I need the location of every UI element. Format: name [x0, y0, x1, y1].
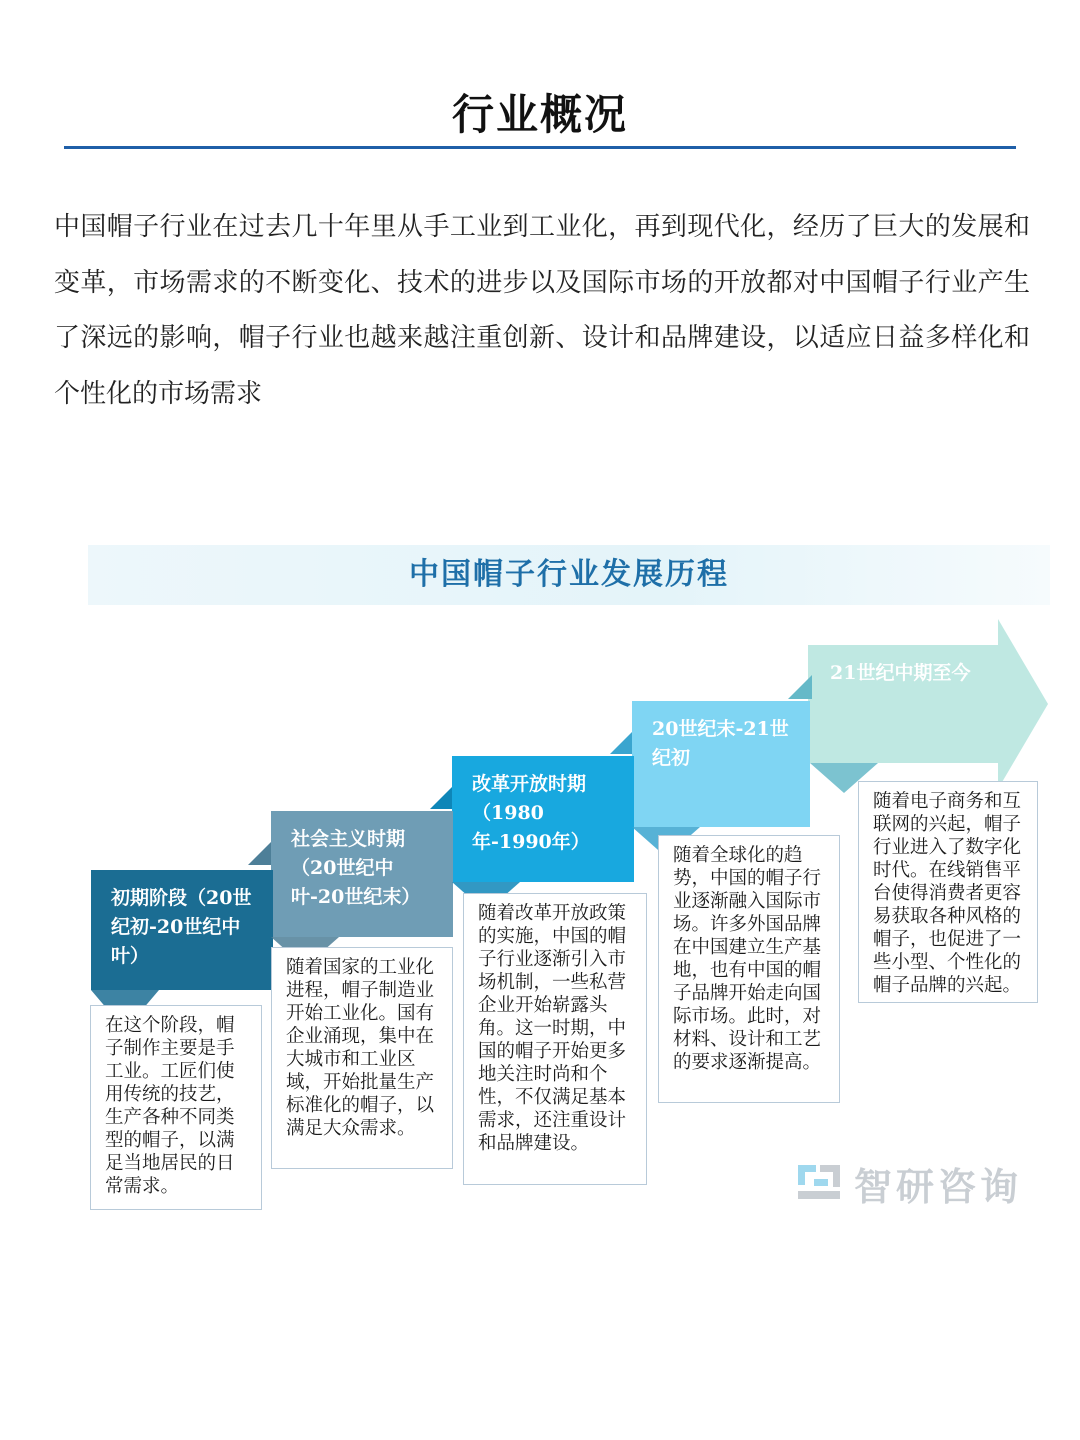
stage-4-description: 随着全球化的趋势，中国的帽子行业逐渐融入国际市场。许多外国品牌在中国建立生产基地，也有中国的帽子品牌开始走向国际市场。此时，对材料、设计和工艺的要求逐渐提高。	[658, 835, 840, 1103]
stage-3-header	[452, 756, 634, 882]
zhiyan-logo-icon	[796, 1161, 842, 1205]
title-divider	[64, 146, 1016, 149]
stage-3-fold	[430, 785, 454, 809]
stage-3-title: 改革开放时期（1980年-1990年）	[472, 773, 590, 853]
stage-5-title: 21世纪中期至今	[830, 662, 971, 684]
stage-3-description: 随着改革开放政策的实施，中国的帽子行业逐渐引入市场机制，一些私营企业开始崭露头角。这一时期，中国的帽子开始更多地关注时尚和个性，不仅满足基本需求，还注重设计和品牌建设。	[463, 893, 647, 1185]
stage-1-title: 初期阶段（20世纪初-20世纪中叶）	[111, 887, 252, 967]
watermark-text: 智研咨询	[854, 1164, 1023, 1209]
development-timeline-diagram	[88, 545, 1052, 1210]
stage-5-fold	[788, 675, 812, 699]
stage-2-description: 随着国家的工业化进程，帽子制造业开始工业化。国有企业涌现，集中在大城市和工业区域，开始批量生产标准化的帽子，以满足大众需求。	[271, 947, 453, 1169]
stage-1-header	[91, 870, 273, 990]
stage-5-header	[810, 645, 998, 763]
stage-2-header	[271, 811, 453, 937]
stage-2-fold	[248, 841, 272, 865]
intro-paragraph: 中国帽子行业在过去几十年里从手工业到工业化，再到现代化，经历了巨大的发展和变革，市场需求的不断变化、技术的进步以及国际市场的开放都对中国帽子行业产生了深远的影响，帽子行业也越来越注重创新、设计和品牌建设，以适应日益多样化和个性化的市场需求	[54, 212, 1030, 409]
watermark	[796, 1158, 1022, 1208]
stage-2-title: 社会主义时期（20世纪中叶-20世纪末）	[291, 828, 421, 908]
diagram-title: 中国帽子行业发展历程	[409, 557, 729, 592]
stage-1-description: 在这个阶段，帽子制作主要是手工业。工匠们使用传统的技艺，生产各种不同类型的帽子，以满足当地居民的日常需求。	[90, 1005, 262, 1210]
stage-4-header	[632, 701, 810, 827]
stage-5-description: 随着电子商务和互联网的兴起，帽子行业进入了数字化时代。在线销售平台使得消费者更容易获取各种风格的帽子，也促进了一些小型、个性化的帽子品牌的兴起。	[858, 781, 1038, 1003]
stage-4-title: 20世纪末-21世纪初	[652, 718, 789, 769]
page-title: 行业概况	[451, 90, 628, 139]
stage-4-fold	[610, 730, 634, 754]
